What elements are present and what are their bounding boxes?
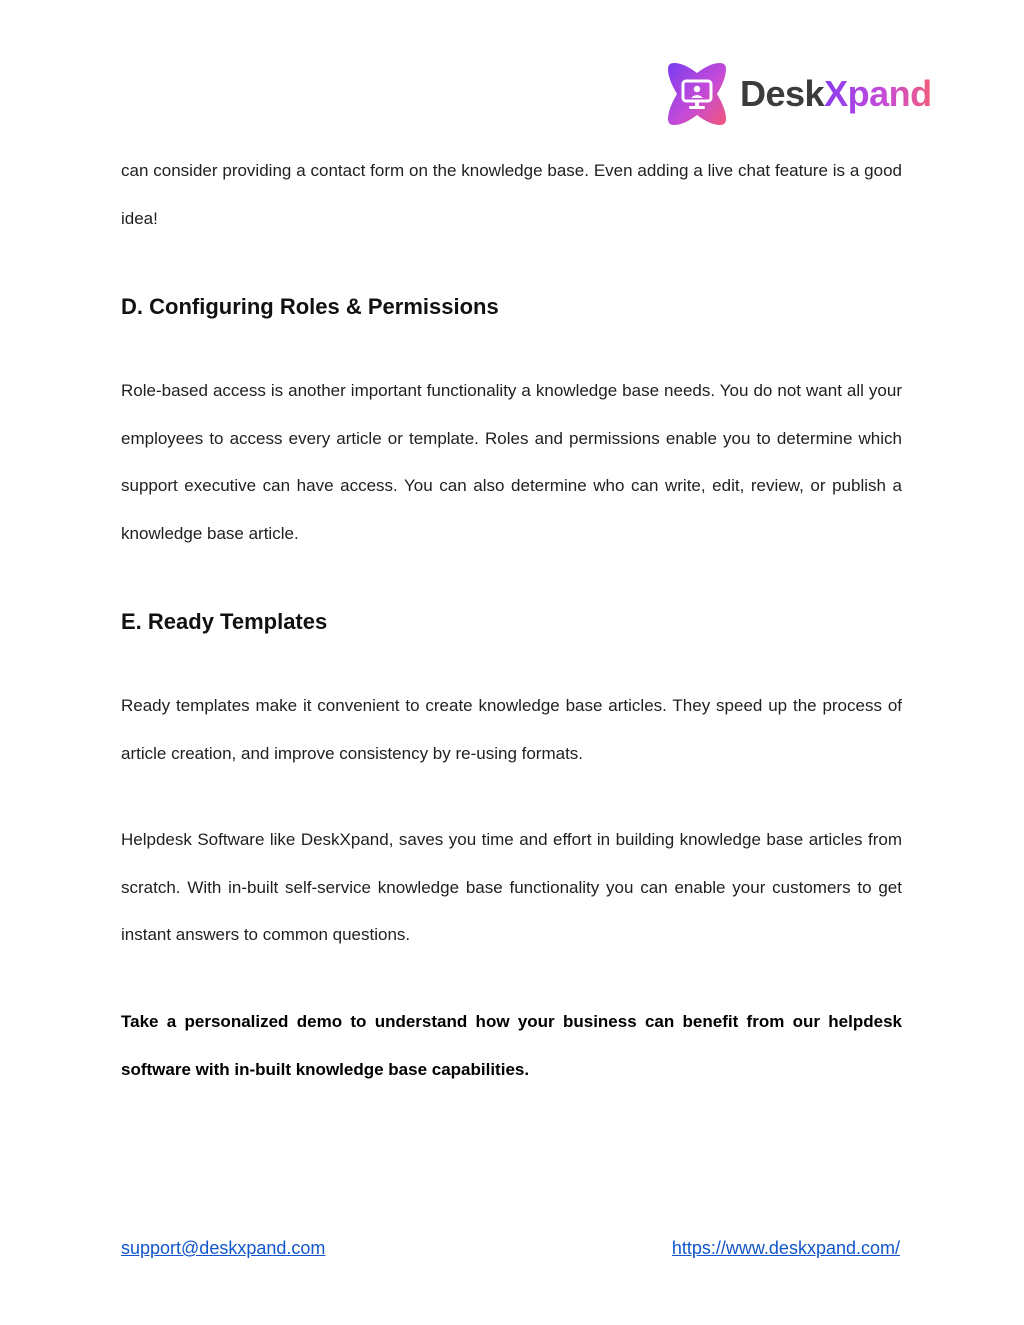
section-e-body: [121, 682, 902, 777]
logo-wordmark: [740, 73, 932, 114]
deskxpand-monitor-logo-icon: [664, 61, 730, 127]
section-e-heading: E. Ready Templates: [121, 609, 328, 634]
website-link[interactable]: https://www.deskxpand.com/: [671, 1238, 900, 1258]
section-d: [121, 294, 902, 320]
logo-word-xpand: Xpand: [824, 73, 932, 114]
support-email-link[interactable]: support@deskxpand.com: [121, 1238, 326, 1258]
section-d-heading: D. Configuring Roles & Permissions: [121, 294, 499, 319]
section-d-paragraph: Role-based access is another important functionality a knowledge base needs. You do not want all your employees to access every article or template. Roles and permissions enable you to determine which support executive can have access. You can also determine who can write, edit, review, or publish a knowledge base article.: [121, 381, 902, 544]
section-e-paragraph: Ready templates make it convenient to create knowledge base articles. They speed up the process of article creation, and improve consistency by re-using formats.: [121, 696, 902, 763]
cta-paragraph: Take a personalized demo to understand how your business can benefit from our helpdesk software with in-built knowledge base capabilities.: [121, 1012, 902, 1079]
logo-word-desk: Desk: [740, 73, 825, 114]
deskxpand-logo: [664, 60, 932, 128]
section-e: [121, 609, 902, 635]
intro-paragraph: can consider providing a contact form on the knowledge base. Even adding a live chat feature is a good idea!: [121, 161, 902, 228]
helpdesk-paragraph: Helpdesk Software like DeskXpand, saves you time and effort in building knowledge base articles from scratch. With in-built self-service knowledge base functionality you can enable your customers to get instant answers to common questions.: [121, 830, 902, 945]
section-d-body: [121, 367, 902, 558]
intro-section: [121, 147, 902, 242]
helpdesk-section: [121, 816, 902, 959]
cta-section: [121, 998, 902, 1093]
